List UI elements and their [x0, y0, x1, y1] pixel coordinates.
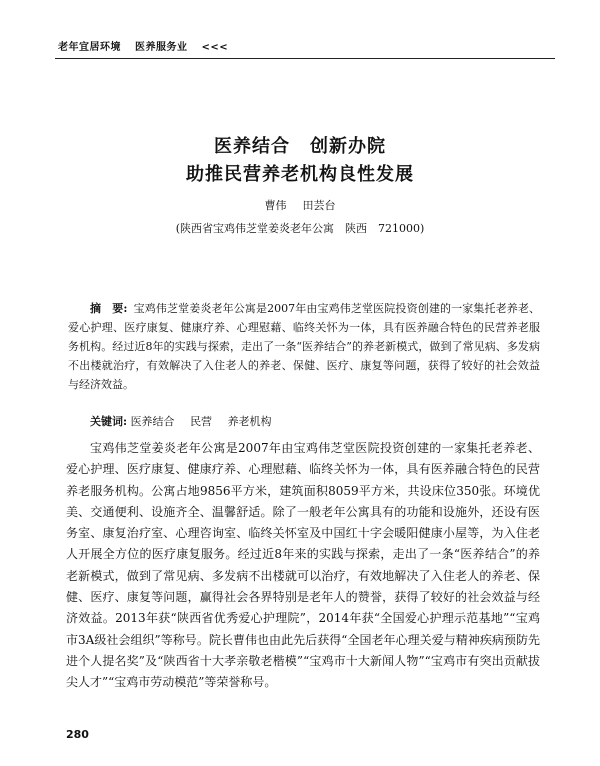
author-1: 曹伟: [264, 199, 287, 212]
title-line-1: [0, 132, 600, 158]
title-part-2: 创新办院: [310, 136, 386, 157]
abstract: [68, 299, 540, 394]
title-line-2: 助推民营养老机构良性发展: [186, 164, 414, 185]
header-section-2: 医养服务业: [134, 42, 188, 53]
abstract-label: 摘 要:: [90, 302, 128, 315]
header-section-1: 老年宜居环境: [58, 42, 121, 53]
header-marker: <<<: [201, 42, 229, 53]
header-rule: [55, 58, 555, 59]
keywords-label: 关键词:: [90, 415, 128, 428]
keywords: [90, 413, 284, 429]
body-paragraph: 宝鸡伟芝堂姜炎老年公寓是2007年由宝鸡伟芝堂医院投资创建的一家集托老养老、爱心护理、医疗康复、健康疗养、心理慰藉、临终关怀为一体，具有医养融合特色的民营养老服务机构。公寓占地9856平方米，建筑面积8059平方米，共设床位350张。环境优美、交通便利、设施齐全、温馨舒适。除了一般老年公寓具有的功能和设施外，还设有医务室、康复治疗室、心理咨询室、临终关怀室及中国红十字会暖阳健康小屋等，为入住老人开展全方位的医疗康复服务。经过近8年来的实践与探索，走出了一条“医养结合”的养老新模式，做到了常见病、多发病不出楼就可以治疗，有效地解决了入住老人的养老、保健、医疗、康复等问题，赢得社会各界特别是老年人的赞誉，获得了较好的社会效益与经济效益。2013年获“陕西省优秀爱心护理院”，2014年获“全国爱心护理示范基地”“宝鸡市3A级社会组织”等称号。院长曹伟也由此先后获得“全国老年心理关爱与精神疾病预防先进个人提名奖”及“陕西省十大孝亲敬老楷模”“宝鸡市十大新闻人物”“宝鸡市有突出贡献拔尖人才”“宝鸡市劳动模范”等荣誉称号。: [66, 441, 540, 690]
title-part-1: 医养结合: [214, 136, 290, 157]
abstract-text: 宝鸡伟芝堂姜炎老年公寓是2007年由宝鸡伟芝堂医院投资创建的一家集托老养老、爱心护理、医疗康复、健康疗养、心理慰藉、临终关怀为一体，具有医养融合特色的民营养老服务机构。经过近8年的实践与探索，走出了一条“医养结合”的养老新模式，做到了常见病、多发病不出楼就治疗，有效解决了入住老人的养老、保健、医疗、康复等问题，获得了较好的社会效益与经济效益。: [68, 302, 540, 391]
affiliation: (陕西省宝鸡伟芝堂姜炎老年公寓 陕西 721000): [175, 222, 425, 235]
page-number: 280: [66, 728, 89, 741]
keyword-3: 养老机构: [227, 415, 272, 428]
authors: [0, 197, 600, 213]
running-header: [58, 38, 238, 53]
keyword-2: 民营: [190, 415, 213, 428]
keyword-1: 医养结合: [130, 415, 175, 428]
author-2: 田芸台: [302, 199, 336, 212]
